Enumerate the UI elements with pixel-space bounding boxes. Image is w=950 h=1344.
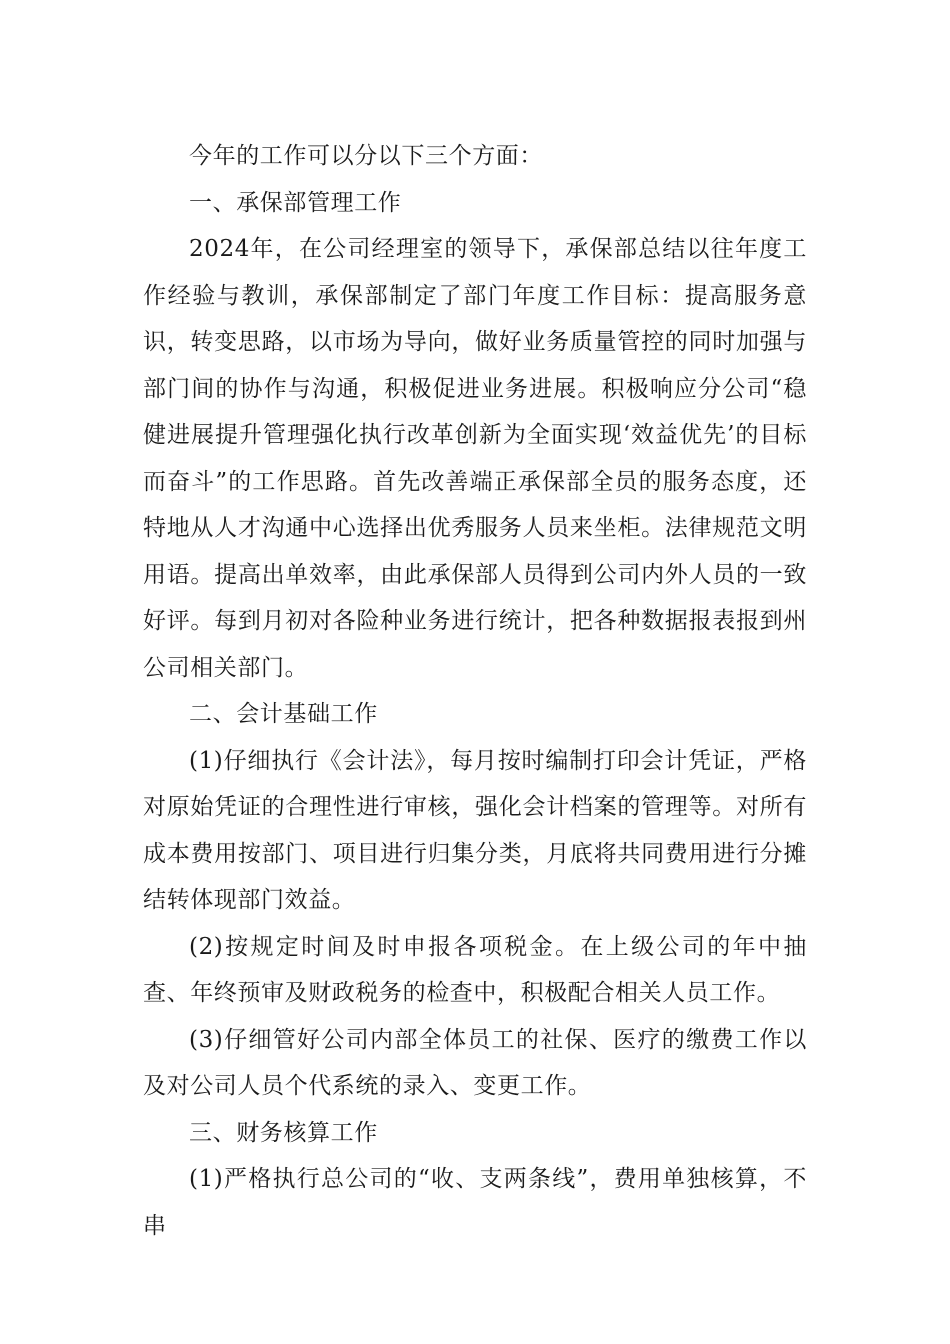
section-heading-financial: 三、财务核算工作	[189, 1119, 378, 1146]
underwriting-paragraph: 2024年，在公司经理室的领导下，承保部总结以往年度工作经验与教训，承保部制定了部门年度工作目标：提高服务意识，转变思路，以市场为导向，做好业务质量管控的同时加强与部门间的协作与沟通，积极促进业务进展。积极响应分公司“稳健进展提升管理强化执行改革创新为全面实现‘效益优先’的目标而奋斗”的工作思路。首先改善端正承保部全员的服务态度，还特地从人才沟通中心选择出优秀服务人员来坐柜。法律规范文明用语。提高出单效率，由此承保部人员得到公司内外人员的一致好评。每到月初对各险种业务进行统计，把各种数据报表报到州公司相关部门。	[143, 236, 807, 681]
accounting-item-3: (3)仔细管好公司内部全体员工的社保、医疗的缴费工作以及对公司人员个代系统的录入、变更工作。	[143, 1026, 807, 1099]
accounting-item-2: (2)按规定时间及时申报各项税金。在上级公司的年中抽查、年终预审及财政税务的检查中，积极配合相关人员工作。	[143, 933, 807, 1006]
document-body	[143, 133, 807, 1249]
section-heading-underwriting: 一、承保部管理工作	[189, 189, 402, 216]
financial-item-1: (1)严格执行总公司的“收、支两条线”，费用单独核算，不串	[143, 1166, 807, 1239]
accounting-item-1: (1)仔细执行《会计法》，每月按时编制打印会计凭证，严格对原始凭证的合理性进行审核，强化会计档案的管理等。对所有成本费用按部门、项目进行归集分类，月底将共同费用进行分摊结转体现部门效益。	[143, 747, 807, 913]
intro-paragraph: 今年的工作可以分以下三个方面：	[189, 143, 543, 169]
section-heading-accounting: 二、会计基础工作	[189, 701, 378, 727]
